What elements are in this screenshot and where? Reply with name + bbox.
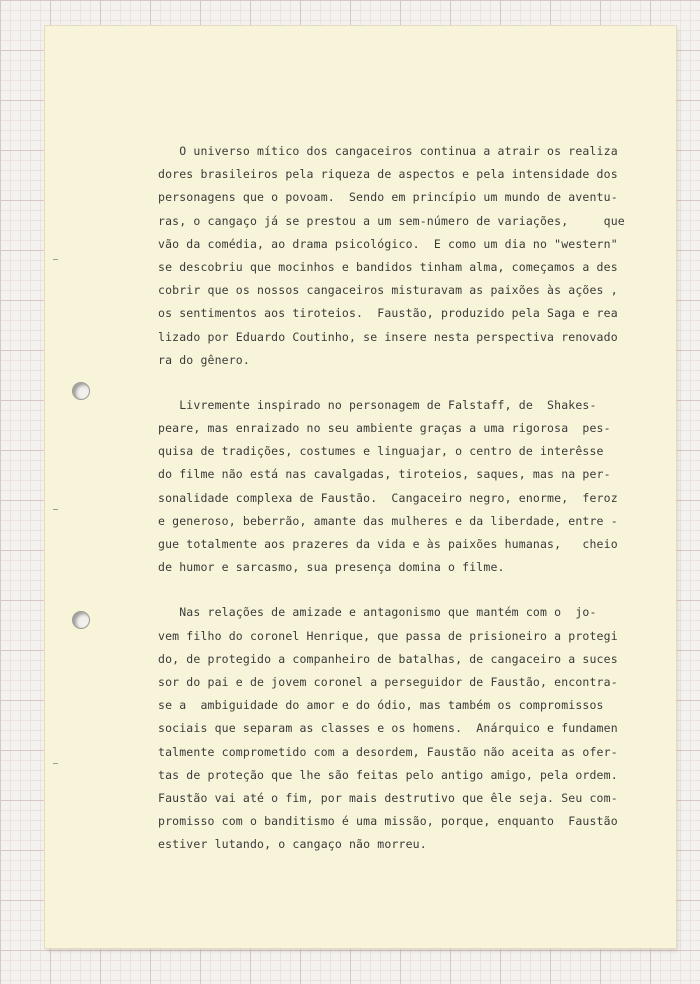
text-line: se a ambiguidade do amor e do ódio, mas também os compromissos: [158, 698, 604, 713]
text-line: quisa de tradições, costumes e linguajar, o centro de interêsse: [158, 444, 604, 459]
paragraph-spacing: [158, 376, 700, 398]
text-line: sor do pai e de jovem coronel a perseguidor de Faustão, encontra-: [158, 674, 618, 689]
punch-hole: [72, 611, 90, 629]
text-line: dores brasileiros pela riqueza de aspectos e pela intensidade dos: [158, 167, 618, 182]
text-line: vão da comédia, ao drama psicológico. E como um dia no "western": [158, 236, 618, 251]
text-line: talmente comprometido com a desordem, Faustão não aceita as ofer-: [158, 744, 618, 759]
text-line: do, de protegido a companheiro de batalhas, de cangaceiro a suces: [158, 651, 618, 666]
text-line: ras, o cangaço já se prestou a um sem-número de variações, que: [158, 213, 625, 228]
paragraph: [158, 144, 700, 376]
text-line: do filme não está nas cavalgadas, tiroteios, saques, mas na per-: [158, 467, 611, 482]
text-line: sociais que separam as classes e os homens. Anárquico e fundamen: [158, 721, 618, 736]
text-line: e generoso, beberrão, amante das mulheres e da liberdade, entre -: [158, 513, 618, 528]
paragraph-spacing: [158, 583, 700, 605]
text-line: gue totalmente aos prazeres da vida e às paixões humanas, cheio: [158, 537, 618, 551]
text-line: se descobriu que mocinhos e bandidos tinham alma, começamos a des: [158, 259, 618, 274]
text-line: O universo mítico dos cangaceiros continua a atrair os realiza: [158, 144, 618, 158]
paragraph: [158, 605, 700, 860]
text-line: os sentimentos aos tiroteios. Faustão, produzido pela Saga e rea: [158, 306, 618, 321]
text-line: peare, mas enraizado no seu ambiente graças a uma rigorosa pes-: [158, 421, 611, 436]
text-line: lizado por Eduardo Coutinho, se insere nesta perspectiva renovado: [158, 329, 618, 344]
margin-tick-mark: [53, 509, 58, 510]
text-line: vem filho do coronel Henrique, que passa de prisioneiro a protegi: [158, 628, 618, 643]
paragraph: [158, 398, 700, 584]
text-line: de humor e sarcasmo, sua presença domina o filme.: [158, 560, 505, 575]
typed-text-body: [158, 144, 700, 860]
margin-tick-mark: [53, 763, 58, 764]
typewritten-page: [45, 26, 676, 948]
punch-hole: [72, 382, 90, 400]
margin-tick-mark: [53, 259, 58, 260]
text-line: Livremente inspirado no personagem de Falstaff, de Shakes-: [158, 397, 597, 412]
text-line: cobrir que os nossos cangaceiros misturavam as paixões às ações ,: [158, 283, 618, 298]
text-line: ra do gênero.: [158, 352, 250, 367]
text-line: promisso com o banditismo é uma missão, porque, enquanto Faustão: [158, 814, 618, 829]
text-line: estiver lutando, o cangaço não morreu.: [158, 837, 427, 852]
text-line: Faustão vai até o fim, por mais destrutivo que êle seja. Seu com-: [158, 790, 618, 805]
text-line: personagens que o povoam. Sendo em princípio um mundo de aventu-: [158, 190, 618, 205]
text-line: Nas relações de amizade e antagonismo que mantém com o jo-: [158, 605, 597, 620]
text-line: tas de proteção que lhe são feitas pelo antigo amigo, pela ordem.: [158, 767, 618, 782]
text-line: sonalidade complexa de Faustão. Cangaceiro negro, enorme, feroz: [158, 490, 618, 505]
